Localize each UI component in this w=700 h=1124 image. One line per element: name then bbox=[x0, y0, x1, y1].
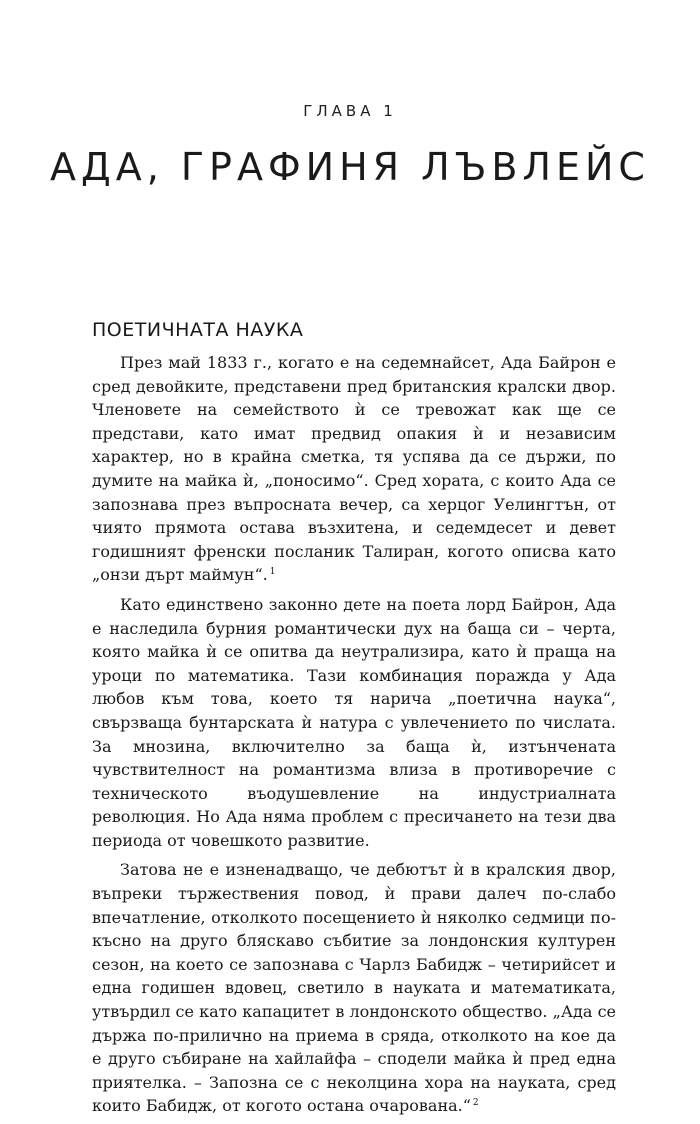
chapter-label: ГЛАВА 1 bbox=[303, 102, 397, 120]
paragraph bbox=[92, 858, 616, 1118]
footnote-marker: 1 bbox=[269, 567, 276, 578]
paragraph-text: Затова не е изненадващо, че дебютът ѝ в кралския двор, въпреки тържествения повод, ѝ прави далеч по-слабо впечатление, отколкото посещението ѝ няколко седмици по-късно на друго бляскаво събитие за лондонския културен сезон, на което се запознава с Чарлз Бабидж – четирийсет и една годишен вдовец, светило в науката и математиката, утвърдил се като капацитет в лондонското общество. „Ада се държа по-прилично на приема в сряда, отколкото на кое да е друго събиране на хайлайфа – сподели майка ѝ пред една приятелка. – Запозна се с неколцина хора на науката, сред които Бабидж, от когото остана очарована.“ bbox=[92, 860, 616, 1116]
paragraph bbox=[92, 593, 616, 853]
chapter-title: АДА, ГРАФИНЯ ЛЪВЛЕЙС bbox=[50, 145, 650, 189]
paragraph-text: През май 1833 г., когато е на седемнайсет, Ада Байрон е сред девойките, представени пред британския кралски двор. Членовете на семейството ѝ се тревожат как ще се представи, като имат предвид опакия ѝ и независим характер, но в крайна сметка, тя успява да се държи, по думите на майка ѝ, „поносимо“. Сред хората, с които Ада се запознава през въпросната вечер, са херцог Уелингтън, от чиято прямота остава възхитена, и седемдесет и девет годишният френски посланик Талиран, когото описва като „онзи дърт маймун“. bbox=[92, 353, 616, 585]
footnote-marker: 2 bbox=[472, 1098, 479, 1109]
paragraph bbox=[92, 351, 616, 587]
body-text bbox=[92, 351, 616, 1124]
section-heading: ПОЕТИЧНАТА НАУКА bbox=[92, 319, 304, 341]
paragraph-text: Като единствено законно дете на поета лорд Байрон, Ада е наследила бурния романтически дух на баща си – черта, която майка ѝ се опитва да неутрализира, като ѝ праща на уроци по математика. Тази комбинация поражда у Ада любов към това, което тя нарича „поетична наука“, свързваща бунтарската ѝ натура с увлечението по числата. За мнозина, включително за баща ѝ, изтънчената чувствителност на романтизма влиза в противоречие с техническото въодушевление на индустриалната революция. Но Ада няма проблем с пресичането на тези два периода от човешкото развитие. bbox=[92, 594, 616, 850]
